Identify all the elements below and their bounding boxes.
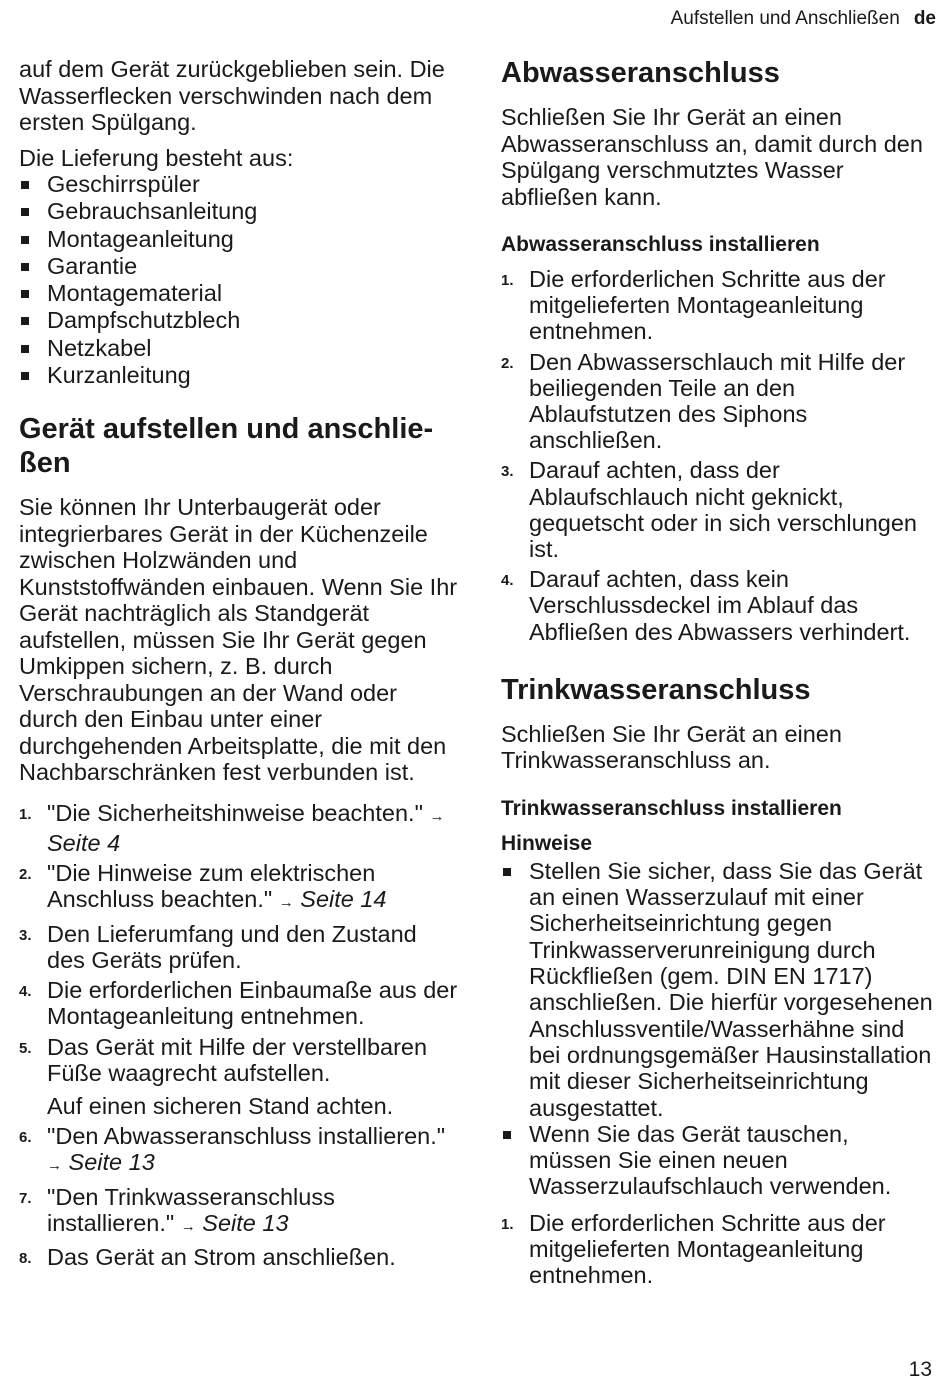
page-number: 13 bbox=[908, 1358, 932, 1381]
subheading-abwasser-install: Abwasseranschluss installieren bbox=[501, 233, 820, 256]
step-item bbox=[19, 1034, 459, 1120]
arrow-icon: → bbox=[278, 894, 294, 912]
note-item: Stellen Sie sicher, dass Sie das Gerät an einen Wasserzulauf mit einer Sicherheitseinrichtung gegen Trinkwasserverunreinigung durch Rückfließen (gem. DIN EN 1717) anschließen. Die hierfür vorgesehenen Anschlussventile/Wasserhähne sind bei ordnungsgemäßer Hausinstallation mit dieser Sicherheitseinrichtung ausgestattet. bbox=[501, 858, 937, 1121]
note-item: Wenn Sie das Gerät tauschen, müssen Sie einen neuen Wasserzulaufschlauch verwenden. bbox=[501, 1121, 937, 1200]
step-text: Den Lieferumfang und den Zustand des Geräts prüfen. bbox=[47, 920, 417, 973]
abwasser-steps bbox=[501, 266, 937, 645]
trinkwasser-intro: Schließen Sie Ihr Gerät an einen Trinkwasseranschluss an. bbox=[501, 720, 842, 774]
step-number: 4. bbox=[19, 983, 32, 1001]
step-text: Darauf achten, dass kein Verschlussdeckel im Ablauf das Abfließen des Abwassers verhindert. bbox=[529, 566, 911, 645]
page-reference-link[interactable]: Seite 14 bbox=[300, 886, 387, 913]
step-text: Darauf achten, dass der Ablaufschlauch nicht geknickt, gequetscht oder in sich verschlungen ist. bbox=[529, 457, 917, 563]
notes-label: Hinweise bbox=[501, 831, 593, 855]
step-item bbox=[19, 1184, 459, 1240]
step-item bbox=[19, 977, 459, 1029]
step-item bbox=[501, 1210, 937, 1289]
page-reference-link[interactable]: Seite 13 bbox=[202, 1209, 289, 1236]
arrow-icon: → bbox=[429, 807, 445, 825]
trinkwasser-steps bbox=[501, 1210, 937, 1289]
step-number: 4. bbox=[501, 572, 514, 590]
step-text: Das Gerät mit Hilfe der verstellbaren Füße waagrecht aufstellen. bbox=[47, 1033, 428, 1086]
step-text: Die erforderlichen Schritte aus der mitgelieferten Montageanleitung entnehmen. bbox=[529, 1209, 886, 1289]
step-item bbox=[19, 921, 459, 973]
step-item bbox=[19, 1123, 459, 1179]
step-number: 8. bbox=[19, 1249, 32, 1267]
list-item: Garantie bbox=[19, 253, 459, 280]
running-header bbox=[671, 8, 936, 30]
step-number: 3. bbox=[501, 463, 514, 481]
step-text: Die erforderlichen Einbaumaße aus der Montageanleitung entnehmen. bbox=[47, 977, 458, 1030]
step-item bbox=[501, 566, 937, 645]
step-item bbox=[501, 349, 937, 454]
step-number: 1. bbox=[501, 272, 514, 289]
setup-steps bbox=[19, 800, 459, 1270]
list-item: Montageanleitung bbox=[19, 226, 459, 253]
step-item bbox=[501, 266, 937, 345]
subheading-trinkwasser-install: Trinkwasseranschluss installieren bbox=[501, 796, 842, 820]
step-item bbox=[19, 1244, 459, 1270]
list-item: Kurzanleitung bbox=[19, 362, 459, 389]
right-column bbox=[501, 56, 937, 1292]
step-text: Den Abwasserschlauch mit Hilfe der beiliegenden Teile an den Ablaufstutzen des Siphons anschließen. bbox=[529, 348, 906, 454]
list-item: Montagematerial bbox=[19, 280, 459, 307]
page-reference-link[interactable]: Seite 4 bbox=[47, 830, 121, 857]
step-text: "Die Hinweise zum elektrischen Anschluss beachten." bbox=[47, 860, 376, 913]
section-heading-aufstellen: Gerät aufstellen und anschlie-ßen bbox=[19, 413, 434, 480]
step-text: "Die Sicherheitshinweise beachten." bbox=[47, 799, 423, 826]
section-heading-trinkwasser: Trinkwasseranschluss bbox=[501, 673, 811, 706]
step-text: Die erforderlichen Schritte aus der mitgelieferten Montageanleitung entnehmen. bbox=[529, 266, 886, 345]
step-item bbox=[501, 457, 937, 562]
page-reference-link[interactable]: Seite 13 bbox=[68, 1149, 155, 1176]
delivery-list bbox=[19, 171, 459, 389]
list-item: Gebrauchsanleitung bbox=[19, 198, 459, 225]
list-item: Netzkabel bbox=[19, 335, 459, 362]
delivery-label: Die Lieferung besteht aus: bbox=[19, 144, 294, 171]
language-code: de bbox=[913, 8, 936, 29]
arrow-icon: → bbox=[180, 1217, 196, 1235]
list-item: Geschirrspüler bbox=[19, 171, 459, 198]
left-column bbox=[19, 56, 459, 1274]
step-number: 2. bbox=[19, 866, 32, 884]
step-number: 6. bbox=[19, 1129, 32, 1147]
step-number: 7. bbox=[19, 1189, 32, 1207]
arrow-icon: → bbox=[47, 1157, 62, 1175]
step-number: 1. bbox=[19, 805, 32, 823]
step-number: 1. bbox=[501, 1215, 514, 1233]
section-heading-abwasser: Abwasseranschluss bbox=[501, 57, 780, 89]
step-text: Das Gerät an Strom anschließen. bbox=[47, 1243, 396, 1270]
step-number: 5. bbox=[19, 1039, 32, 1057]
step-number: 3. bbox=[19, 926, 32, 944]
section-title: Aufstellen und Anschließen bbox=[670, 8, 900, 29]
notes-list bbox=[501, 858, 937, 1200]
step-item bbox=[19, 860, 459, 916]
intro-text: auf dem Gerät zurückgeblieben sein. Die Wasserflecken verschwinden nach dem ersten Spülgang. bbox=[19, 56, 445, 135]
step-number: 2. bbox=[501, 354, 514, 372]
step-text: "Den Abwasseranschluss installieren." bbox=[47, 1123, 446, 1150]
abwasser-intro: Schließen Sie Ihr Gerät an einen Abwasseranschluss an, damit durch den Spülgang verschmutztes Wasser abfließen kann. bbox=[501, 104, 923, 210]
section-paragraph: Sie können Ihr Unterbaugerät oder integrierbares Gerät in der Küchenzeile zwischen Holzwänden und Kunststoffwänden einbauen. Wenn Sie Ihr Gerät nachträglich als Standgerät aufstellen, müssen Sie Ihr Gerät gegen Umkippen sichern, z. B. durch Verschraubungen an der Wand oder durch den Einbau unter einer durchgehenden Arbeitsplatte, die mit den Nachbarschränken fest verbunden ist. bbox=[19, 494, 458, 786]
step-item bbox=[19, 800, 459, 856]
list-item: Dampfschutzblech bbox=[19, 307, 459, 334]
step-text: "Den Trinkwasseranschluss installieren." bbox=[47, 1183, 335, 1236]
step-note: Auf einen sicheren Stand achten. bbox=[47, 1092, 394, 1119]
